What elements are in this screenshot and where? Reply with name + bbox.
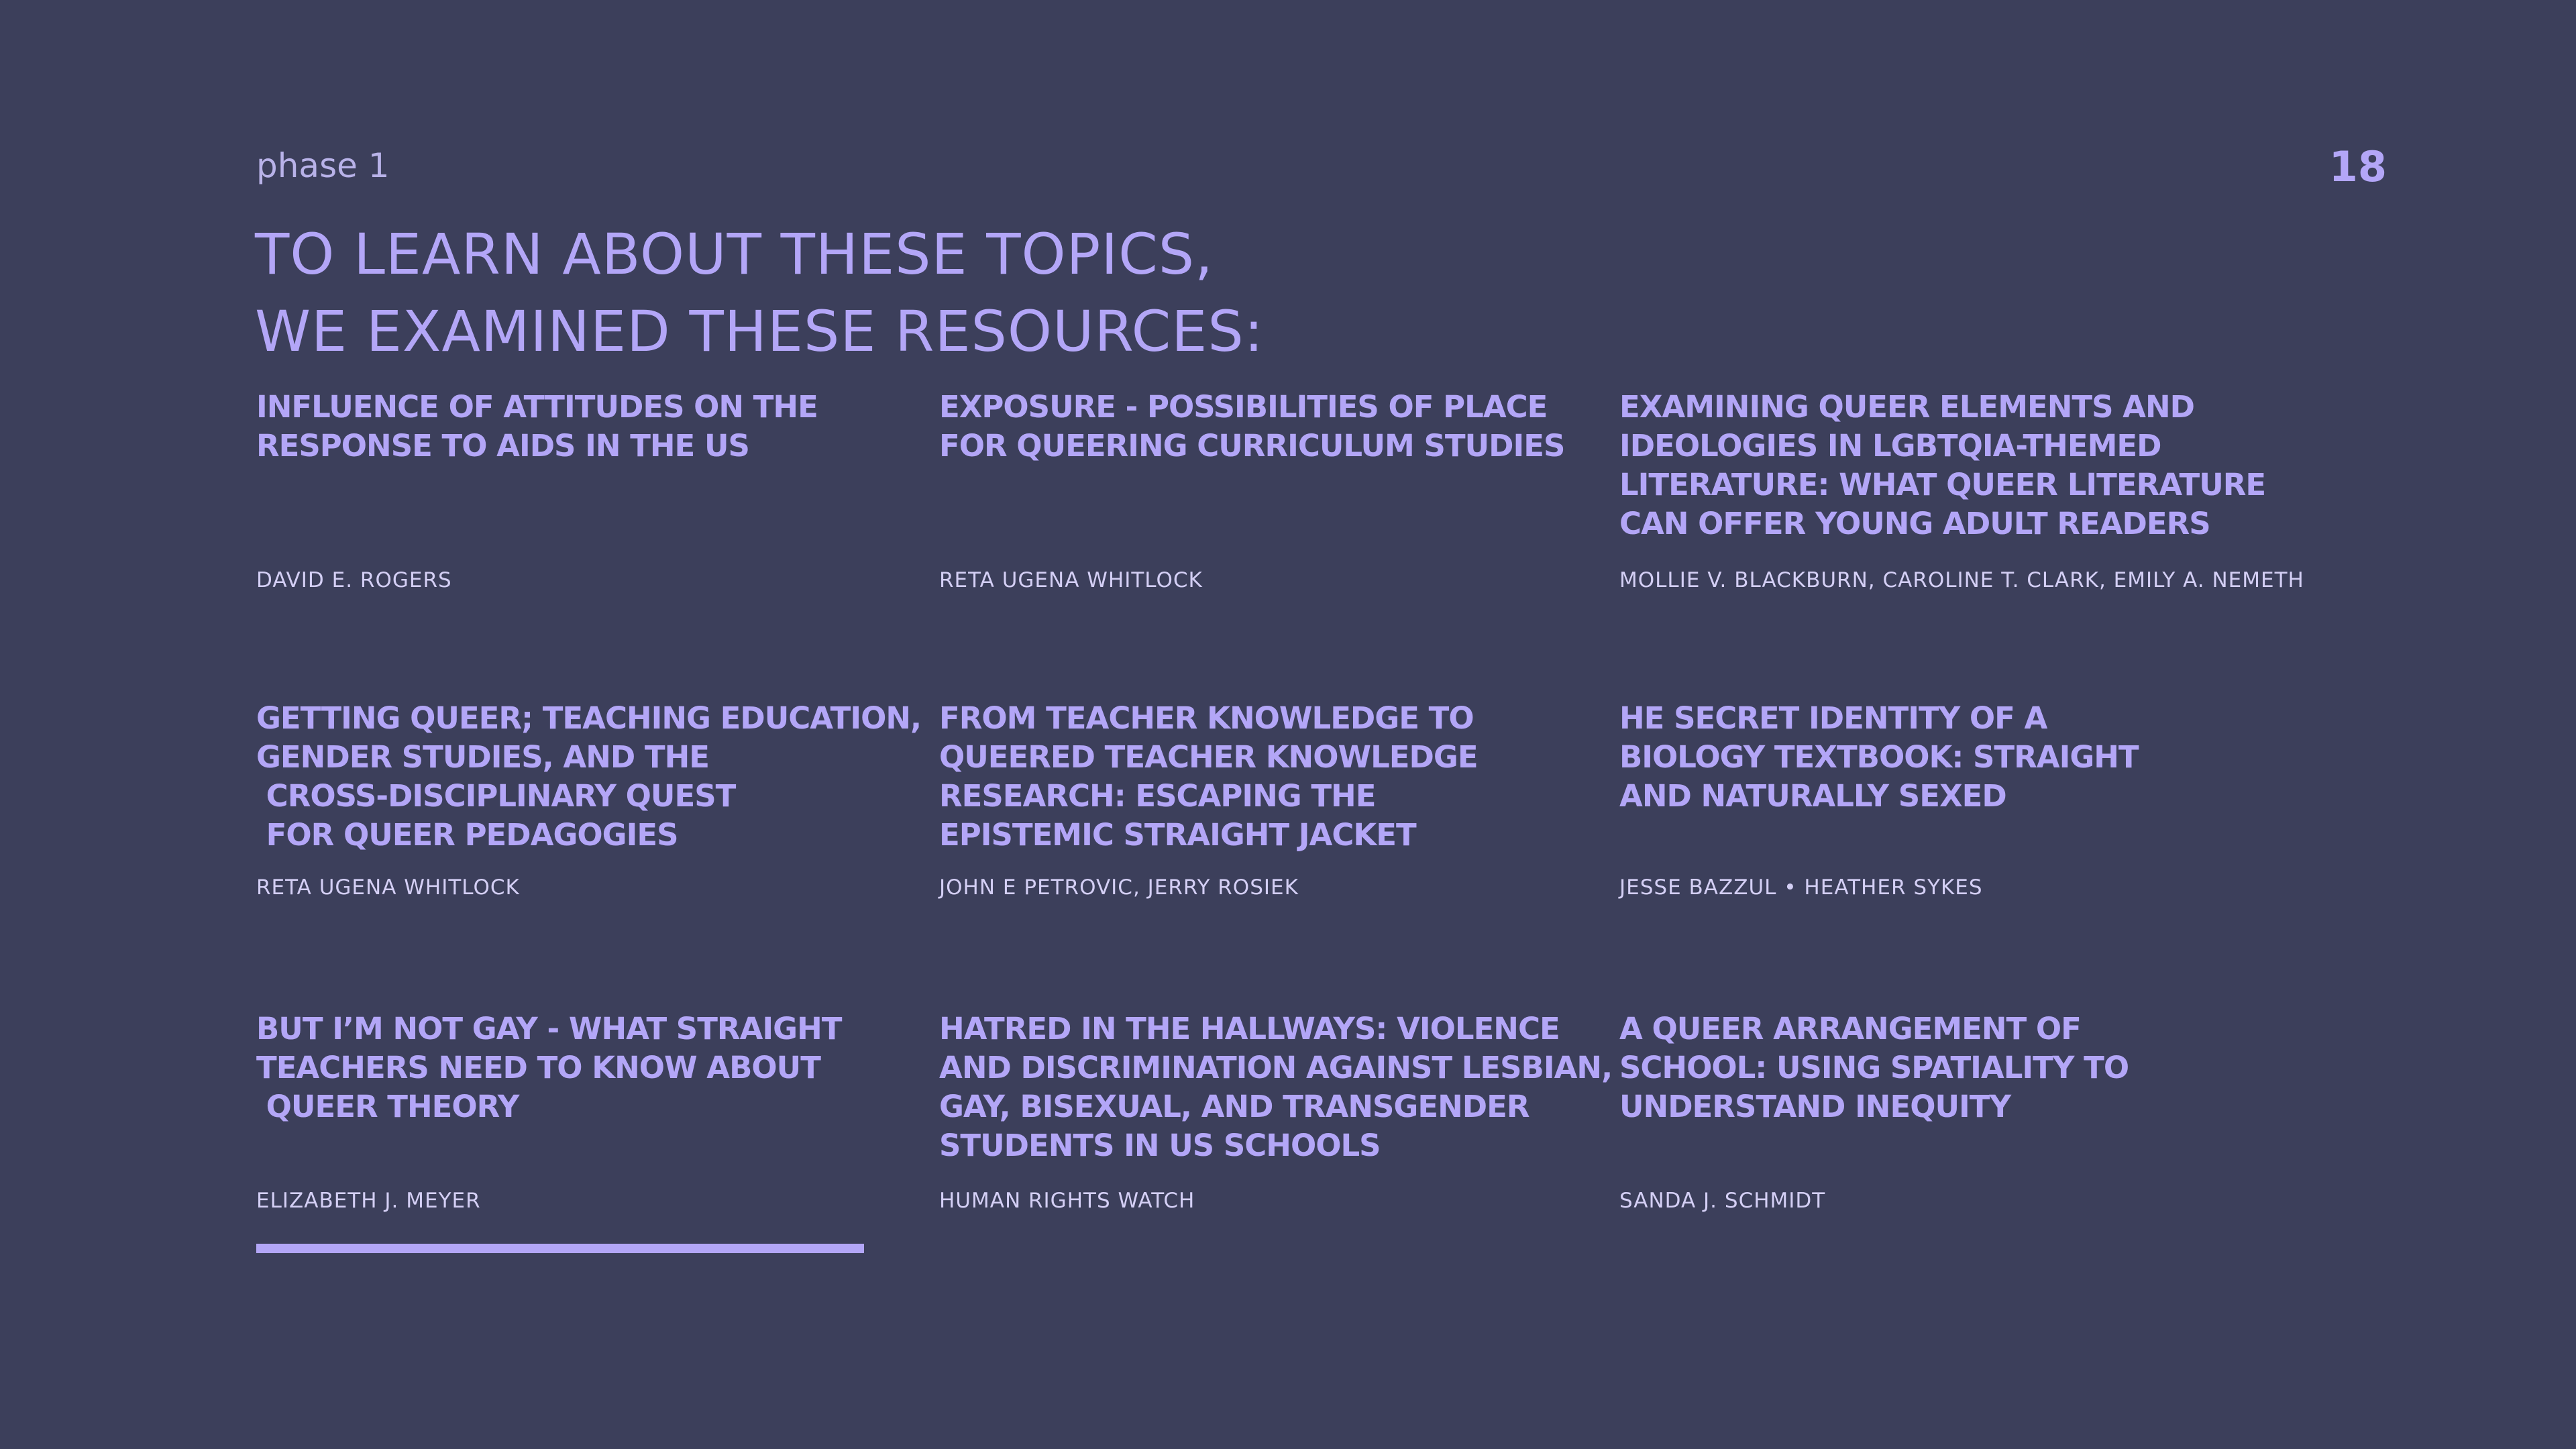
resource-author: HUMAN RIGHTS WATCH xyxy=(939,1189,1195,1213)
resource-author: RETA UGENA WHITLOCK xyxy=(256,875,520,900)
resource-title-line: EXPOSURE - POSSIBILITIES OF PLACE xyxy=(939,389,1548,425)
resource-title-line: STUDENTS IN US SCHOOLS xyxy=(939,1128,1381,1163)
resource-item xyxy=(939,699,1570,900)
resource-author: RETA UGENA WHITLOCK xyxy=(939,568,1203,592)
phase-label: phase 1 xyxy=(256,146,390,185)
resource-item xyxy=(1619,388,2304,592)
resource-title xyxy=(1619,388,2266,543)
resource-title-line: GETTING QUEER; TEACHING EDUCATION, xyxy=(256,700,922,736)
resource-title-line: CROSS-DISCIPLINARY QUEST xyxy=(256,778,736,814)
resource-title-line: GENDER STUDIES, AND THE xyxy=(256,739,710,775)
resource-title xyxy=(939,699,1570,855)
resource-title-line: A QUEER ARRANGEMENT OF xyxy=(1619,1011,2081,1046)
resource-title xyxy=(256,699,922,855)
resource-title-line: EPISTEMIC STRAIGHT JACKET xyxy=(939,817,1416,853)
resource-title-line: RESEARCH: ESCAPING THE xyxy=(939,778,1376,814)
resource-title xyxy=(939,1010,1613,1165)
resource-author: MOLLIE V. BLACKBURN, CAROLINE T. CLARK, EMILY A. NEMETH xyxy=(1619,568,2304,592)
resource-item xyxy=(939,388,1570,592)
resource-item xyxy=(256,699,922,900)
resource-author: SANDA J. SCHMIDT xyxy=(1619,1189,1826,1213)
heading-line-2: WE EXAMINED THESE RESOURCES: xyxy=(255,299,1264,364)
resource-title xyxy=(256,388,887,466)
resource-title-line: HE SECRET IDENTITY OF A xyxy=(1619,700,2047,736)
resource-title-line: FROM TEACHER KNOWLEDGE TO xyxy=(939,700,1474,736)
resource-title-line: AND DISCRIMINATION AGAINST LESBIAN, xyxy=(939,1050,1613,1085)
resource-author: JESSE BAZZUL • HEATHER SYKES xyxy=(1619,875,1983,900)
resource-title-line: TEACHERS NEED TO KNOW ABOUT xyxy=(256,1050,820,1085)
resource-title-line: GAY, BISEXUAL, AND TRANSGENDER xyxy=(939,1089,1529,1124)
resource-title-line: UNDERSTAND INEQUITY xyxy=(1619,1089,2011,1124)
resource-title xyxy=(256,1010,887,1126)
resource-title-line: IDEOLOGIES IN LGBTQIA-THEMED xyxy=(1619,428,2161,464)
resource-title-line: FOR QUEERING CURRICULUM STUDIES xyxy=(939,428,1565,464)
resource-title xyxy=(1619,1010,2250,1126)
resource-title-line: AND NATURALLY SEXED xyxy=(1619,778,2006,814)
resource-title xyxy=(1619,699,2250,816)
resource-title-line: SCHOOL: USING SPATIALITY TO xyxy=(1619,1050,2129,1085)
resource-author: DAVID E. ROGERS xyxy=(256,568,452,592)
resource-title-line: QUEERED TEACHER KNOWLEDGE xyxy=(939,739,1478,775)
resource-item xyxy=(256,1010,887,1213)
page-number: 18 xyxy=(2328,142,2387,191)
resource-title-line: RESPONSE TO AIDS IN THE US xyxy=(256,428,749,464)
resource-title-line: CAN OFFER YOUNG ADULT READERS xyxy=(1619,506,2210,541)
resource-item xyxy=(1619,1010,2250,1213)
resource-item xyxy=(1619,699,2250,900)
resource-title-line: EXAMINING QUEER ELEMENTS AND xyxy=(1619,389,2194,425)
resource-title-line: BUT I’M NOT GAY - WHAT STRAIGHT xyxy=(256,1011,842,1046)
resource-title-line: LITERATURE: WHAT QUEER LITERATURE xyxy=(1619,467,2266,502)
resource-title xyxy=(939,388,1570,466)
resource-title-line: BIOLOGY TEXTBOOK: STRAIGHT xyxy=(1619,739,2139,775)
resource-author: ELIZABETH J. MEYER xyxy=(256,1189,481,1213)
resource-item xyxy=(256,388,887,592)
accent-bar xyxy=(256,1244,864,1253)
heading-line-1: TO LEARN ABOUT THESE TOPICS, xyxy=(255,221,1214,287)
resource-item xyxy=(939,1010,1613,1213)
resource-title-line: QUEER THEORY xyxy=(256,1089,519,1124)
page-heading xyxy=(255,216,2267,370)
resource-title-line: HATRED IN THE HALLWAYS: VIOLENCE xyxy=(939,1011,1560,1046)
resource-title-line: INFLUENCE OF ATTITUDES ON THE xyxy=(256,389,818,425)
resource-title-line: FOR QUEER PEDAGOGIES xyxy=(256,817,678,853)
resource-author: JOHN E PETROVIC, JERRY ROSIEK xyxy=(939,875,1299,900)
